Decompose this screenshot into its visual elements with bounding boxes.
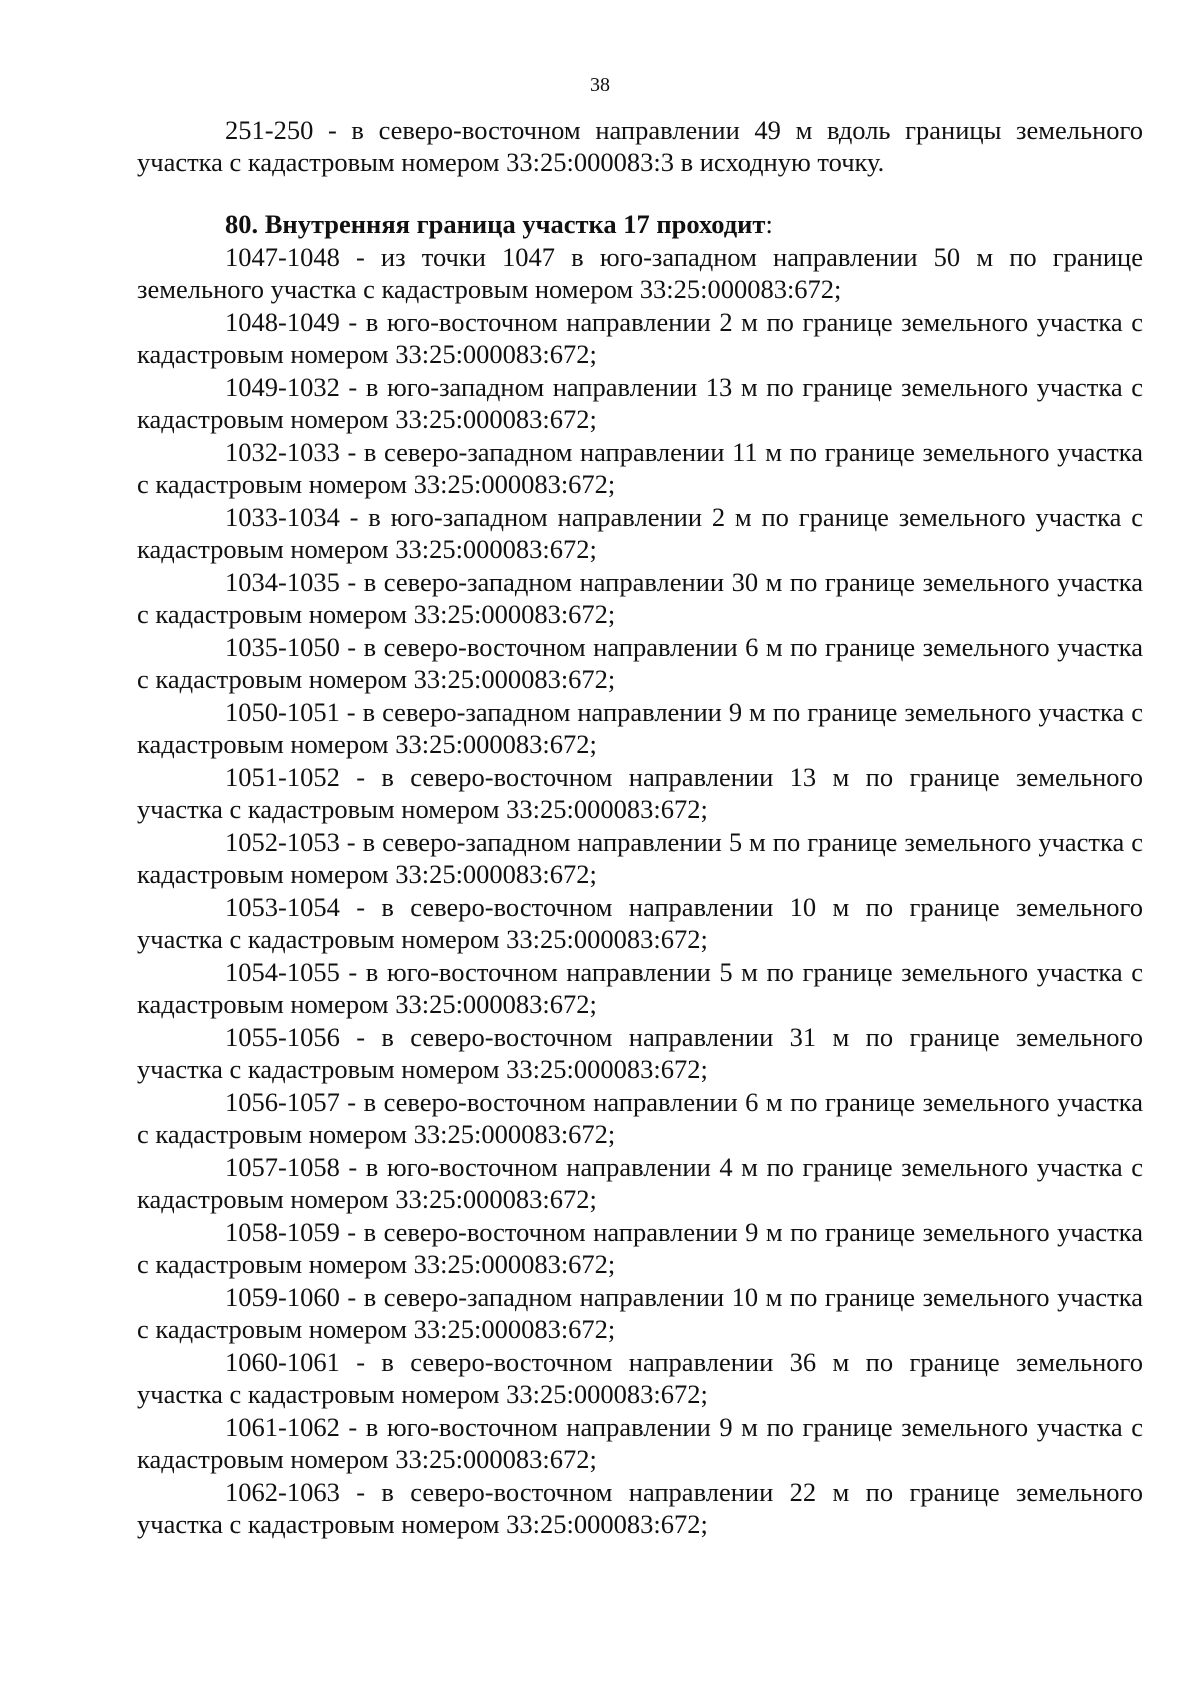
- boundary-segment: 1035-1050 - в северо-восточном направлении 6 м по границе земельного участка с кадастровым номером 33:25:000083:672;: [137, 632, 1143, 694]
- boundary-segment: 1052-1053 - в северо-западном направлении 5 м по границе земельного участка с кадастровым номером 33:25:000083:672;: [137, 827, 1143, 889]
- boundary-segment: 1060-1061 - в северо-восточном направлении 36 м по границе земельного участка с кадастровым номером 33:25:000083:672;: [137, 1347, 1143, 1409]
- boundary-segment: 1033-1034 - в юго-западном направлении 2 м по границе земельного участка с кадастровым номером 33:25:000083:672;: [137, 502, 1143, 564]
- section-heading: [137, 207, 1143, 241]
- boundary-segment: 1054-1055 - в юго-восточном направлении 5 м по границе земельного участка с кадастровым номером 33:25:000083:672;: [137, 957, 1143, 1019]
- boundary-segment: 1034-1035 - в северо-западном направлении 30 м по границе земельного участка с кадастровым номером 33:25:000083:672;: [137, 567, 1143, 629]
- page-number: 38: [590, 74, 610, 96]
- section-heading-text: 80. Внутренняя граница участка 17 проходит: [225, 209, 766, 239]
- boundary-segment: 1058-1059 - в северо-восточном направлении 9 м по границе земельного участка с кадастровым номером 33:25:000083:672;: [137, 1217, 1143, 1279]
- boundary-segment: 1049-1032 - в юго-западном направлении 13 м по границе земельного участка с кадастровым номером 33:25:000083:672;: [137, 372, 1143, 434]
- document-body: [137, 114, 1143, 1541]
- section-heading-colon: :: [765, 209, 773, 239]
- boundary-segment: 1061-1062 - в юго-восточном направлении 9 м по границе земельного участка с кадастровым номером 33:25:000083:672;: [137, 1412, 1143, 1474]
- boundary-segment: 1051-1052 - в северо-восточном направлении 13 м по границе земельного участка с кадастровым номером 33:25:000083:672;: [137, 762, 1143, 824]
- boundary-segment: 1048-1049 - в юго-восточном направлении 2 м по границе земельного участка с кадастровым номером 33:25:000083:672;: [137, 307, 1143, 369]
- boundary-segment: 1062-1063 - в северо-восточном направлении 22 м по границе земельного участка с кадастровым номером 33:25:000083:672;: [137, 1477, 1143, 1539]
- boundary-segment: 1056-1057 - в северо-восточном направлении 6 м по границе земельного участка с кадастровым номером 33:25:000083:672;: [137, 1087, 1143, 1149]
- boundary-segment: 1059-1060 - в северо-западном направлении 10 м по границе земельного участка с кадастровым номером 33:25:000083:672;: [137, 1282, 1143, 1344]
- boundary-segment: 1055-1056 - в северо-восточном направлении 31 м по границе земельного участка с кадастровым номером 33:25:000083:672;: [137, 1022, 1143, 1084]
- boundary-segment: 1032-1033 - в северо-западном направлении 11 м по границе земельного участка с кадастровым номером 33:25:000083:672;: [137, 437, 1143, 499]
- boundary-segment: 1050-1051 - в северо-западном направлении 9 м по границе земельного участка с кадастровым номером 33:25:000083:672;: [137, 697, 1143, 759]
- boundary-segment: 1053-1054 - в северо-восточном направлении 10 м по границе земельного участка с кадастровым номером 33:25:000083:672;: [137, 892, 1143, 954]
- boundary-segment: 1057-1058 - в юго-восточном направлении 4 м по границе земельного участка с кадастровым номером 33:25:000083:672;: [137, 1152, 1143, 1214]
- boundary-segment: 1047-1048 - из точки 1047 в юго-западном направлении 50 м по границе земельного участка с кадастровым номером 33:25:000083:672;: [137, 242, 1143, 304]
- boundary-segment-list: [137, 241, 1143, 1540]
- intro-paragraph: 251-250 - в северо-восточном направлении 49 м вдоль границы земельного участка с кадастровым номером 33:25:000083:3 в исходную точку.: [137, 115, 1143, 177]
